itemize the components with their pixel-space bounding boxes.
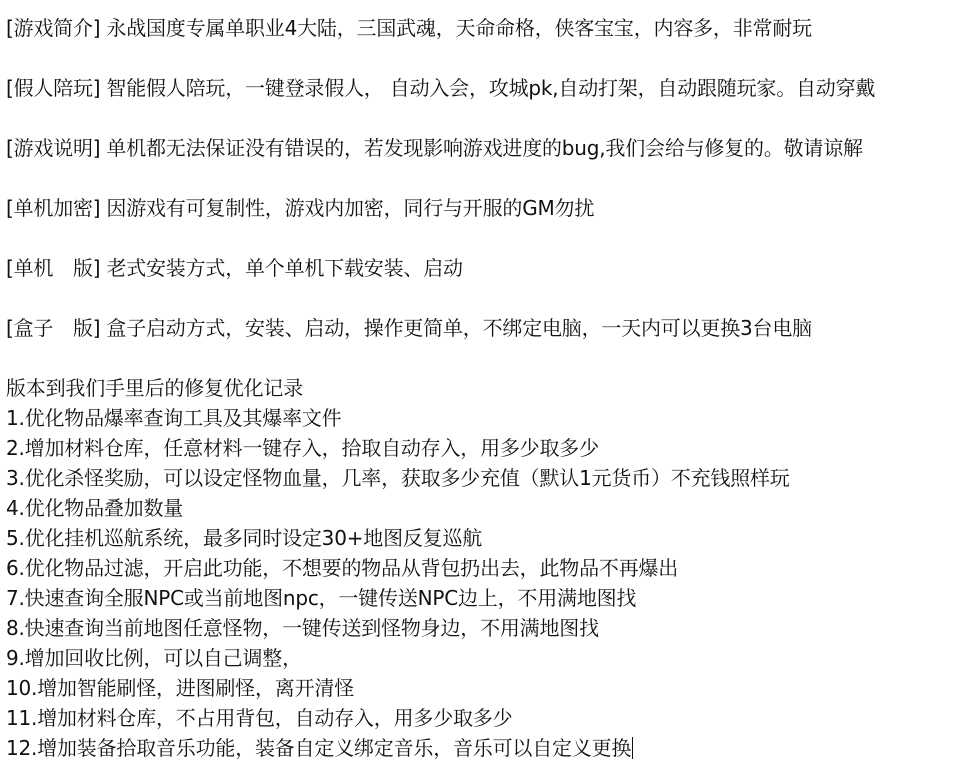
intro-tag: [单机 版]: [6, 256, 101, 280]
blank-line: [6, 103, 971, 133]
changelog-item: 9.增加回收比例，可以自己调整，: [6, 646, 302, 670]
intro-text: 盒子启动方式，安装、启动，操作更简单，不绑定电脑，一天内可以更换3台电脑: [106, 316, 812, 340]
changelog-item: 4.优化物品叠加数量: [6, 496, 184, 520]
changelog-item: 8.快速查询当前地图任意怪物，一键传送到怪物身边，不用满地图找: [6, 616, 599, 640]
intro-line-box-version: [6, 313, 971, 343]
intro-text: 智能假人陪玩，一键登录假人， 自动入会，攻城pk,自动打架，自动跟随玩家。自动穿戴: [106, 76, 876, 100]
changelog-item: 11.增加材料仓库，不占用背包，自动存入，用多少取多少: [6, 706, 513, 730]
intro-tag: [游戏简介]: [6, 16, 101, 40]
changelog-item: 2.增加材料仓库，任意材料一键存入，拾取自动存入，用多少取多少: [6, 436, 599, 460]
changelog-item: 1.优化物品爆率查询工具及其爆率文件: [6, 406, 342, 430]
document-body[interactable]: [6, 13, 971, 763]
blank-line: [6, 343, 971, 373]
intro-line-game-notes: [6, 133, 971, 163]
intro-text: 单机都无法保证没有错误的，若发现影响游戏进度的bug,我们会给与修复的。敬请谅解: [106, 136, 863, 160]
intro-text: 永战国度专属单职业4大陆，三国武魂，天命命格，侠客宝宝，内容多，非常耐玩: [106, 16, 812, 40]
changelog-item: 5.优化挂机巡航系统，最多同时设定30+地图反复巡航: [6, 526, 483, 550]
blank-line: [6, 223, 971, 253]
intro-line-game-intro: [6, 13, 971, 43]
changelog-title: 版本到我们手里后的修复优化记录: [6, 376, 303, 400]
intro-text: 因游戏有可复制性，游戏内加密，同行与开服的GM勿扰: [106, 196, 595, 220]
blank-line: [6, 283, 971, 313]
intro-tag: [单机加密]: [6, 196, 101, 220]
changelog-item: 6.优化物品过滤，开启此功能，不想要的物品从背包扔出去，此物品不再爆出: [6, 556, 679, 580]
intro-line-standalone-version: [6, 253, 971, 283]
blank-line: [6, 163, 971, 193]
changelog-item: 3.优化杀怪奖励，可以设定怪物血量，几率，获取多少充值（默认1元货币）不充钱照样玩: [6, 466, 790, 490]
changelog-item-text: 12.增加装备拾取音乐功能，装备自定义绑定音乐，音乐可以自定义更换: [6, 736, 632, 760]
intro-tag: [游戏说明]: [6, 136, 101, 160]
text-cursor: [632, 737, 633, 759]
changelog-item-last: [6, 733, 971, 763]
intro-text: 老式安装方式，单个单机下载安装、启动: [106, 256, 463, 280]
changelog-item: 10.增加智能刷怪，进图刷怪，离开清怪: [6, 676, 355, 700]
changelog-item: 7.快速查询全服NPC或当前地图npc，一键传送NPC边上，不用满地图找: [6, 586, 637, 610]
intro-line-bot-companion: [6, 73, 971, 103]
intro-tag: [盒子 版]: [6, 316, 101, 340]
blank-line: [6, 43, 971, 73]
intro-tag: [假人陪玩]: [6, 76, 101, 100]
intro-line-encryption: [6, 193, 971, 223]
